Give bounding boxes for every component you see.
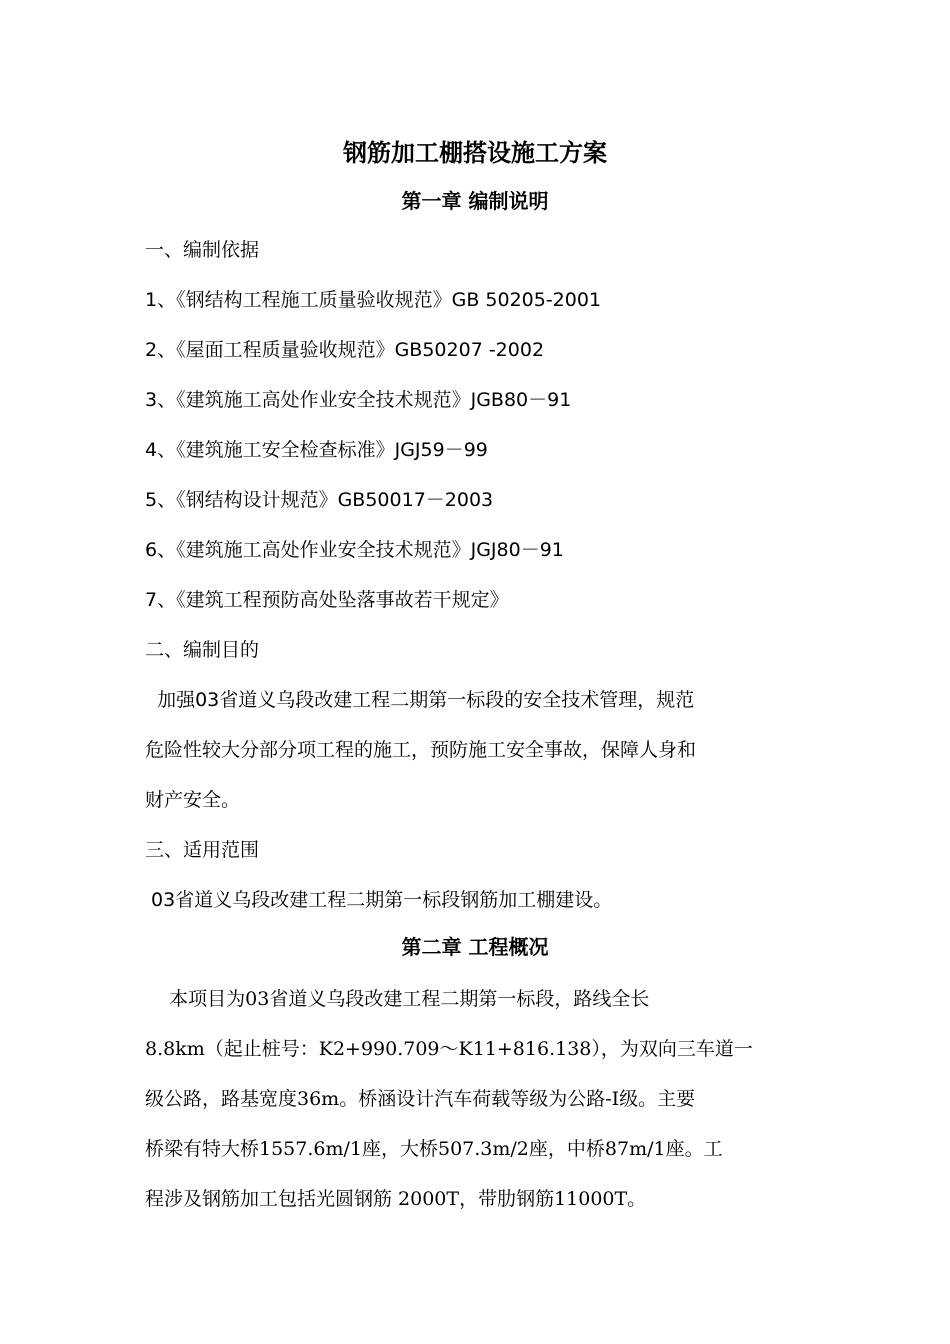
section-1-heading: 一、编制依据 (145, 239, 260, 261)
overview-line-3: 级公路，路基宽度36m。桥涵设计汽车荷载等级为公路-Ⅰ级。主要 (145, 1088, 696, 1110)
chapter-1-heading: 第一章 编制说明 (401, 189, 549, 213)
section-3-heading: 三、适用范围 (145, 839, 260, 861)
reference-item-2: 2、《屋面工程质量验收规范》GB50207 -2002 (145, 339, 545, 361)
reference-item-1: 1、《钢结构工程施工质量验收规范》GB 50205-2001 (145, 289, 602, 311)
reference-item-5: 5、《钢结构设计规范》GB50017－2003 (145, 489, 494, 511)
reference-item-6: 6、《建筑施工高处作业安全技术规范》JGJ80－91 (145, 539, 564, 561)
overview-line-1: 本项目为03省道义乌段改建工程二期第一标段，路线全长 (145, 988, 650, 1010)
purpose-line-1: 加强03省道义乌段改建工程二期第一标段的安全技术管理，规范 (145, 689, 695, 711)
overview-line-5: 程涉及钢筋加工包括光圆钢筋 2000T，带肋钢筋11000T。 (145, 1188, 647, 1210)
scope-line-1: 03省道义乌段改建工程二期第一标段钢筋加工棚建设。 (145, 889, 613, 911)
overview-line-2: 8.8km（起止桩号：K2+990.709～K11+816.138），为双向三车道一 (145, 1038, 753, 1060)
section-2-heading: 二、编制目的 (145, 639, 260, 661)
purpose-line-2: 危险性较大分部分项工程的施工，预防施工安全事故，保障人身和 (145, 739, 697, 761)
chapter-2-heading: 第二章 工程概况 (401, 935, 549, 959)
overview-line-4: 桥梁有特大桥1557.6m/1座，大桥507.3m/2座，中桥87m/1座。工 (145, 1138, 723, 1160)
reference-item-4: 4、《建筑施工安全检查标准》JGJ59－99 (145, 439, 488, 461)
reference-item-3: 3、《建筑施工高处作业安全技术规范》JGB80－91 (145, 389, 572, 411)
purpose-line-3: 财产安全。 (145, 789, 241, 811)
reference-item-7: 7、《建筑工程预防高处坠落事故若干规定》 (145, 589, 509, 611)
document-title: 钢筋加工棚搭设施工方案 (343, 139, 607, 167)
